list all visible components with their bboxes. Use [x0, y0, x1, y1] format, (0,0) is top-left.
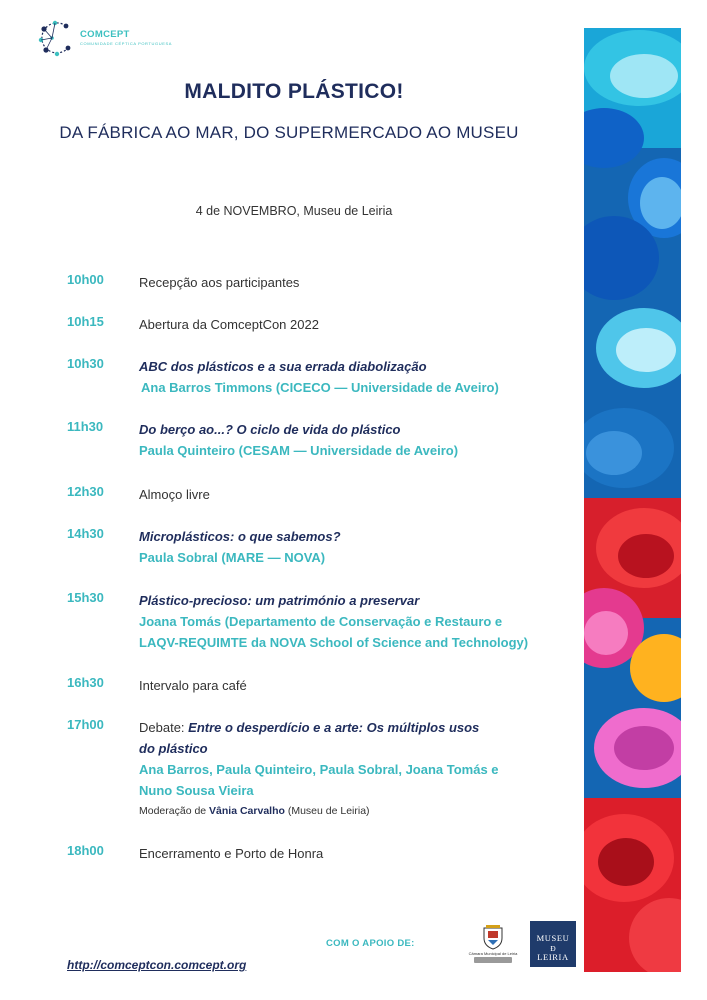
- camara-leiria-logo: [458, 922, 528, 966]
- agenda-text: Recepção aos participantes: [139, 275, 300, 290]
- agenda-text: Encerramento e Porto de Honra: [139, 846, 324, 861]
- plastic-caps-photo: [584, 28, 681, 972]
- talk-speaker-line2: LAQV-REQUIMTE da NOVA School of Science and Technology): [139, 635, 529, 650]
- agenda-time: 16h30: [67, 675, 104, 690]
- comcept-network-icon: [36, 18, 76, 58]
- talk-title: Do berço ao...? O ciclo de vida do plástico: [139, 422, 401, 437]
- debate-prefix: Debate:: [139, 720, 189, 735]
- leiria-crest-icon: [480, 924, 506, 950]
- website-link[interactable]: http://comceptcon.comcept.org: [67, 958, 247, 972]
- moderation-prefix: Moderação de: [139, 805, 210, 817]
- talk-title: ABC dos plásticos e a sua errada diabolização: [139, 359, 427, 374]
- agenda-text: Intervalo para café: [139, 678, 247, 693]
- museu-leiria-logo: [530, 921, 576, 967]
- agenda-time: 10h30: [67, 356, 104, 371]
- logo-brand: COMCEPT: [80, 29, 130, 40]
- agenda-time: 15h30: [67, 590, 104, 605]
- camara-url-bar: [474, 957, 512, 963]
- agenda-text: Abertura da ComceptCon 2022: [139, 317, 319, 332]
- debate-title-line1: Entre o desperdício e a arte: Os múltiplos usos: [188, 720, 480, 735]
- talk-title: Plástico-precioso: um património a preservar: [139, 593, 420, 608]
- museu-line1: MUSEU: [536, 933, 570, 943]
- agenda-time: 10h15: [67, 314, 104, 329]
- comcept-logo: [36, 18, 176, 58]
- agenda-time: 11h30: [67, 419, 104, 434]
- talk-speaker: Paula Sobral (MARE — NOVA): [139, 550, 326, 565]
- debate-speakers-line1: Ana Barros, Paula Quinteiro, Paula Sobral, Joana Tomás e: [139, 762, 499, 777]
- debate-title-line2: do plástico: [139, 741, 208, 756]
- date-location: 4 de NOVEMBRO, Museu de Leiria: [195, 204, 393, 218]
- talk-title: Microplásticos: o que sabemos?: [139, 529, 341, 544]
- plastic-caps-illustration: [584, 28, 681, 972]
- talk-speaker-line1: Joana Tomás (Departamento de Conservação e Restauro e: [139, 614, 503, 629]
- agenda-time: 18h00: [67, 843, 104, 858]
- talk-speaker: Ana Barros Timmons (CICECO — Universidade de Aveiro): [141, 380, 499, 395]
- agenda-time: 10h00: [67, 272, 104, 287]
- museu-line2: Ð: [550, 944, 556, 953]
- support-label: COM O APOIO DE:: [326, 938, 415, 949]
- logo-tagline: COMUNIDADE CÉPTICA PORTUGUESA: [80, 41, 173, 46]
- agenda-text: Almoço livre: [139, 487, 210, 502]
- agenda-time: 12h30: [67, 484, 104, 499]
- camara-name: Câmara Municipal de Leiria: [468, 951, 518, 956]
- debate-speakers-line2: Nuno Sousa Vieira: [139, 783, 254, 798]
- agenda-time: 17h00: [67, 717, 104, 732]
- page-title: MALDITO PLÁSTICO!: [184, 80, 404, 103]
- talk-speaker: Paula Quinteiro (CESAM — Universidade de Aveiro): [139, 443, 459, 458]
- moderator-name: Vânia Carvalho: [209, 805, 285, 817]
- moderator-affiliation: (Museu de Leiria): [284, 805, 370, 817]
- agenda-time: 14h30: [67, 526, 104, 541]
- museu-line3: LEIRIA: [537, 952, 569, 962]
- page-subtitle: DA FÁBRICA AO MAR, DO SUPERMERCADO AO MUSEU: [59, 123, 519, 142]
